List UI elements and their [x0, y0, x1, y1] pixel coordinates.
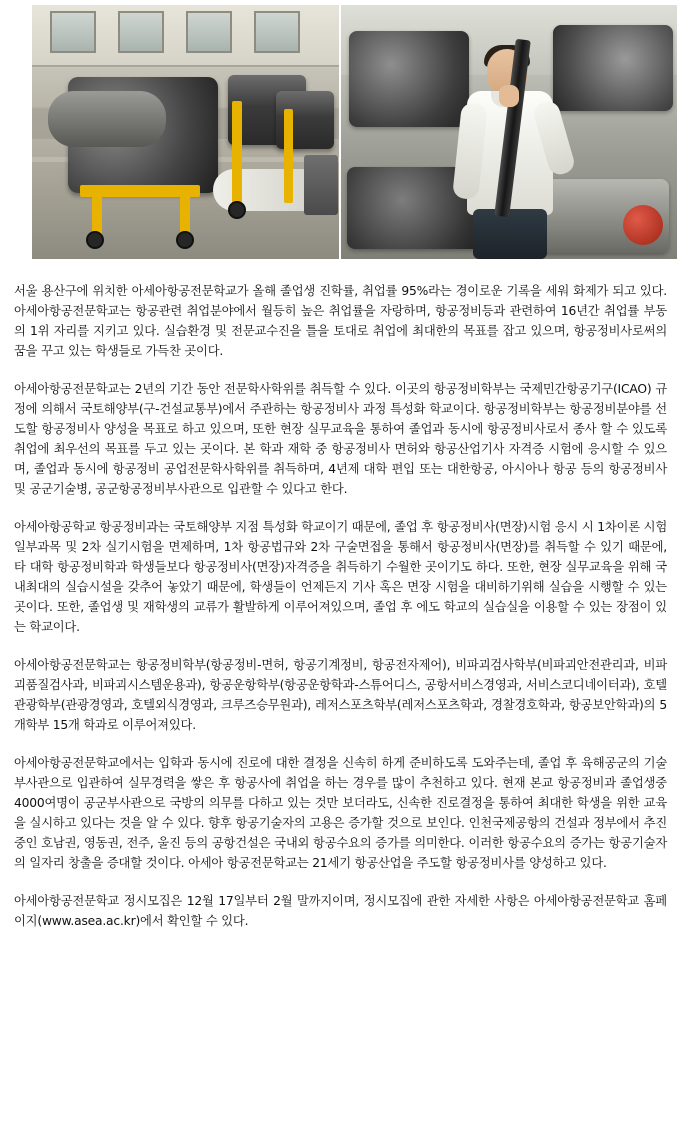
engine-stand-icon	[284, 109, 293, 203]
article-body	[8, 281, 673, 931]
engine-stand-icon	[232, 101, 242, 205]
legs-icon	[473, 209, 547, 259]
red-component-icon	[623, 205, 663, 245]
window-icon	[50, 11, 96, 53]
article-paragraph: 아세아항공전문학교는 항공정비학부(항공정비-면허, 항공기계정비, 항공전자제어), 비파괴검사학부(비파괴안전관리과, 비파괴품질검사과, 비파괴시스템운용과), 항공운항학부(항공운항학과-스튜어디스, 공항서비스경영과, 서비스코디네이터과), 호텔관광학부(관광경영과, 호텔외식경영과, 크루즈승무원과), 레저스포츠학부(레저스포츠학과, 경찰경호학과, 항공보안학과)의 5개학부 15개 학과로 이루어져있다.	[14, 658, 667, 732]
window-icon	[186, 11, 232, 53]
jet-engine-icon	[553, 25, 673, 111]
equipment-crate-icon	[304, 155, 338, 215]
article-paragraph: 서울 용산구에 위치한 아세아항공전문학교가 올해 졸업생 진학률, 취업률 95%라는 경이로운 기록을 세워 화제가 되고 있다. 아세아항공전문학교는 항공관련 취업분야에서 월등히 높은 취업률을 자랑하며, 항공정비등과 관련하여 16년간 취업률 부동의 1위 자리를 지키고 있다. 실습환경 및 전문교수진을 틀을 토대로 취업에 최대한의 목표를 잡고 있으며, 항공정비사로써의 꿈을 꾸고 있는 학생들로 가득찬 곳이다.	[14, 284, 667, 358]
article-paragraph: 아세아항공학교 항공정비과는 국토해양부 지점 특성화 학교이기 때문에, 졸업 후 항공정비사(면장)시험 응시 시 1차이론 시험 일부과목 및 2차 실기시험을 면제하며, 1차 항공법규와 2차 구술면접을 통해서 항공정비사(면장)를 취득할 수 있기 때문에, 타 대학 항공정비학과 학생들보다 항공정비사(면장)자격증을 취득하기 수월한 곳이기도 하다. 또한, 현장 실무교육을 위해 국내최대의 실습시설을 갖추어 놓았기 때문에, 학생들이 언제든지 기사 혹은 면장 시험을 대비하기위해 실습을 시행할 수 있는 곳이다. 또한, 졸업생 및 재학생의 교류가 활발하게 이루어져있으며, 졸업 후 에도 학교의 실습실을 이용할 수 있는 장점이 있는 학교이다.	[14, 520, 667, 634]
workshop-photo	[32, 5, 339, 259]
article-paragraph: 아세아항공전문학교는 2년의 기간 동안 전문학사학위를 취득할 수 있다. 이곳의 항공정비학부는 국제민간항공기구(ICAO) 규정에 의해서 국토해양부(구-건설교통부)에서 주관하는 항공정비사 과정 특성화 학교이다. 항공정비학부는 항공정비분야를 선도할 항공정비사 양성을 목표로 하고 있으며, 또한 현장 실무교육을 통하여 졸업과 동시에 항공정비사로서 종사 할 수 있도록 취업에 최우선의 목표를 두고 있는 곳이다. 본 학과 재학 중 항공정비사 면허와 항공산업기사 자격증 시험에 응시할 수 있으며, 졸업과 동시에 항공정비 공업전문학사학위를 취득하며, 4년제 대학 편입 또는 대한항공, 아시아나 항공 등의 항공정비사 및 공군기술병, 공군항공정비부사관으로 입관할 수 있다고 한다.	[14, 382, 667, 496]
article-paragraph: 아세아항공전문학교 정시모집은 12월 17일부터 2월 말까지이며, 정시모집에 관한 자세한 사항은 아세아항공전문학교 홈페이지(www.asea.ac.kr)에서 확인할 수 있다.	[14, 894, 667, 928]
jet-engine-icon	[349, 31, 469, 127]
article-page	[0, 5, 681, 931]
photo-strip	[32, 5, 677, 259]
engine-cylinder-icon	[48, 91, 166, 147]
student-photo	[341, 5, 677, 259]
window-icon	[118, 11, 164, 53]
stand-wheel-icon	[228, 201, 246, 219]
stand-wheel-icon	[86, 231, 104, 249]
stand-wheel-icon	[176, 231, 194, 249]
window-icon	[254, 11, 300, 53]
student-figure	[453, 45, 569, 259]
article-paragraph: 아세아항공전문학교에서는 입학과 동시에 진로에 대한 결정을 신속히 하게 준비하도록 도와주는데, 졸업 후 육해공군의 기술부사관으로 입관하여 실무경력을 쌓은 후 항공사에 취업을 하는 경우를 많이 추천하고 있다. 현재 본교 항공정비과 졸업생중 4000여명이 공군부사관으로 국방의 의무를 다하고 있는 것만 보더라도, 신속한 진로결정을 통하여 최대한 학생을 위한 교육을 실시하고 있다는 것을 알 수 있다. 향후 항공기술자의 고용은 증가할 것으로 보인다. 인천국제공항의 건설과 정부에서 추진중인 호남권, 영동권, 전주, 울진 등의 공항건설은 국내외 항공수요의 증가를 의미한다. 이러한 항공수요의 증가는 항공기술자의 일자리 창출을 증대할 것이다. 아세아 항공전문학교는 21세기 항공산업을 주도할 항공정비사를 양성하고 있다.	[14, 756, 667, 870]
hand-icon	[499, 85, 519, 107]
